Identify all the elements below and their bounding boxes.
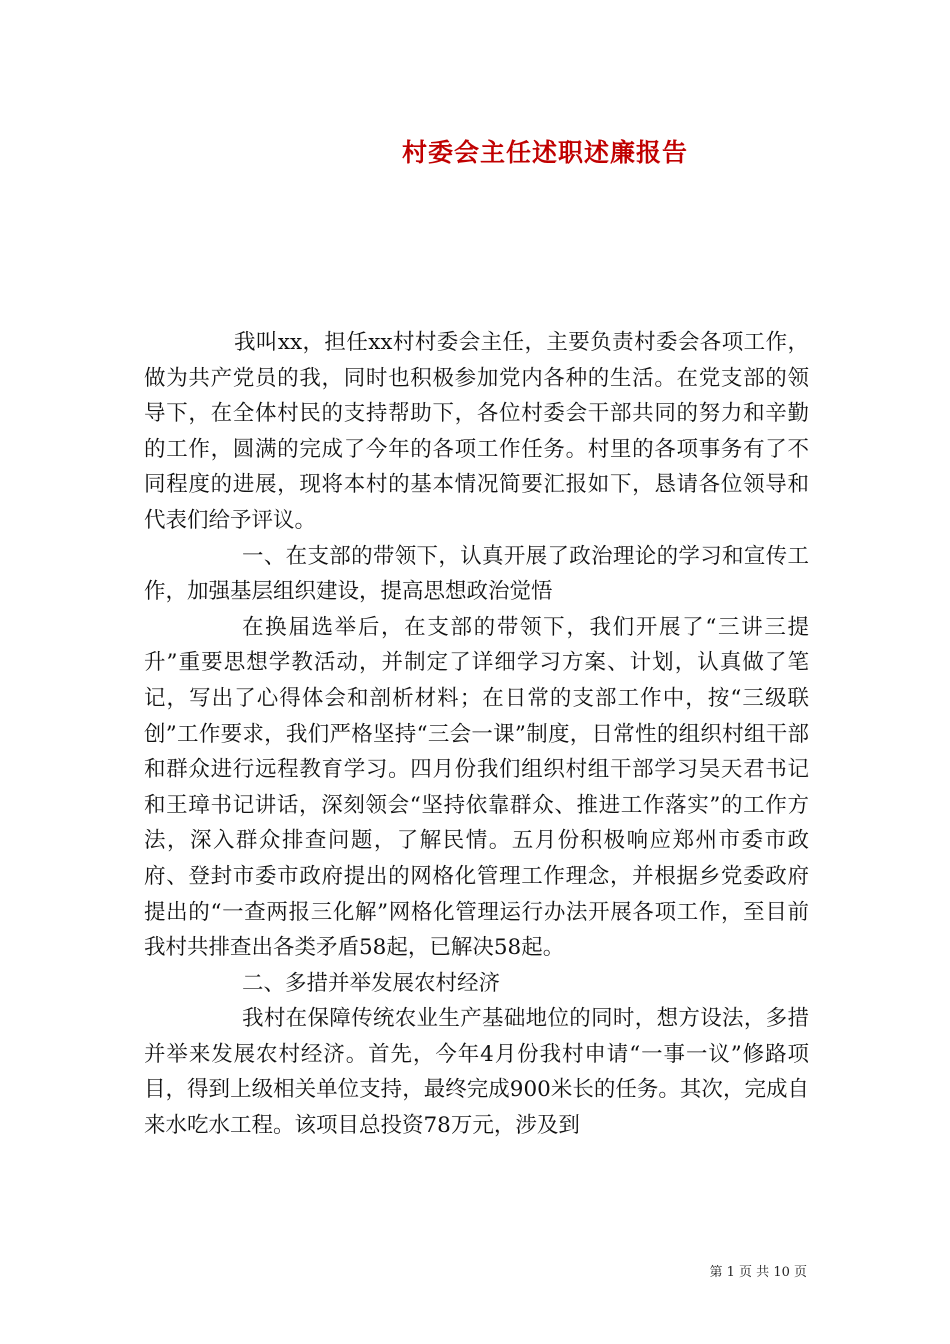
document-title: 村委会主任述职述廉报告 <box>401 138 688 167</box>
paragraph-section-1: 在换届选举后，在支部的带领下，我们开展了“三讲三提升”重要思想学教活动，并制定了详细学习方案、计划，认真做了笔记，写出了心得体会和剖析材料；在日常的支部工作中，按“三级联创”工作要求，我们严格坚持“三会一课”制度，日常性的组织村组干部和群众进行远程教育学习。四月份我们组织村组干部学习吴天君书记和王璋书记讲话，深刻领会“坚持依靠群众、推进工作落实”的工作方法，深入群众排查问题，了解民情。五月份积极响应郑州市委市政府、登封市委市政府提出的网格化管理工作理念，并根据乡党委政府提出的“一查两报三化解”网格化管理运行办法开展各项工作，至目前我村共排查出各类矛盾58起，已解决58起。 <box>144 614 809 961</box>
section-heading-1: 一、在支部的带领下，认真开展了政治理论的学习和宣传工作，加强基层组织建设，提高思想政治觉悟 <box>144 543 809 605</box>
paragraph-intro: 我叫xx，担任xx村村委会主任，主要负责村委会各项工作，做为共产党员的我，同时也积极参加党内各种的生活。在党支部的领导下，在全体村民的支持帮助下，各位村委会干部共同的努力和辛勤的工作，圆满的完成了今年的各项工作任务。村里的各项事务有了不同程度的进展，现将本村的基本情况简要汇报如下，恳请各位领导和代表们给予评议。 <box>144 330 809 533</box>
section-heading-2: 二、多措并举发展农村经济 <box>242 970 501 996</box>
document-body <box>144 325 809 1144</box>
page-number: 第 1 页 共 10 页 <box>709 1265 807 1280</box>
paragraph-section-2: 我村在保障传统农业生产基础地位的同时，想方设法，多措并举来发展农村经济。首先，今年4月份我村申请“一事一议”修路项目，得到上级相关单位支持，最终完成900米长的任务。其次，完成自来水吃水工程。该项目总投资78万元，涉及到 <box>144 1006 809 1139</box>
